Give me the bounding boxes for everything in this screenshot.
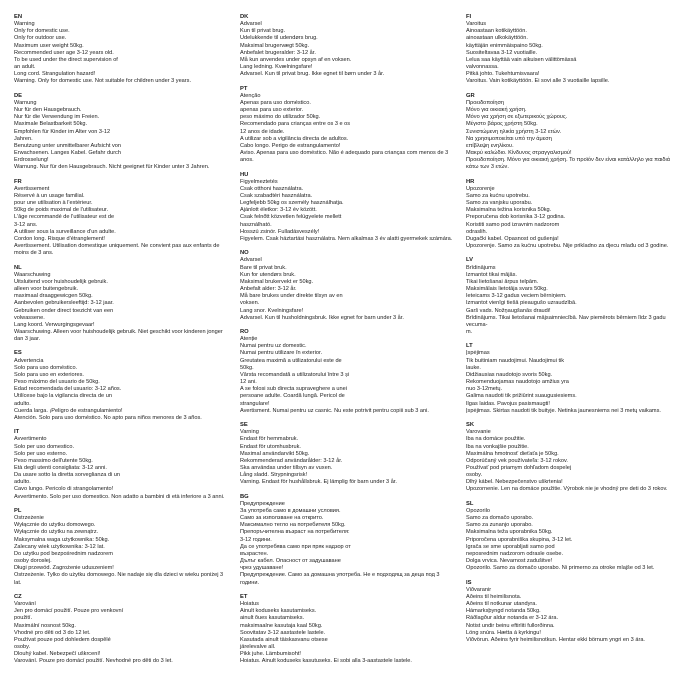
warning-text-line: Warning [14,21,35,28]
warning-text-line: Warnung [14,99,37,106]
warning-text-line: Nur für den Hausgebrauch. [14,107,82,114]
warning-text-line: Warnung. Nur für den Hausgebrauch. Nicht geeignet für Kinder unter 3 Jahren. [14,164,210,171]
warning-text-line: Kasutada ainult täiskasvanu otsese [240,636,328,643]
warning-text-line: Avvertimento [14,436,47,443]
warning-text-line: Hoiatus [240,601,259,608]
warning-text-line: Benutzung unter unmittelbarer Aufsicht von [14,142,121,149]
warning-text-line: Aðeins til heimilisnota. [466,593,522,600]
warning-text-line: Figyelmeztetés [240,178,278,185]
language-code: FR [14,178,22,185]
warning-text-line: To be used under the direct supervision of [14,56,118,63]
warning-text-line: Aðeins til notkunar utandyra. [466,601,537,608]
warning-text-line: Να χρησιμοποιείται υπό την άμεση [466,135,552,142]
warning-text-line: ainult õues kasutamiseks. [240,615,305,622]
language-block-no [240,250,456,322]
warning-text-line: Iba na domáce použitie. [466,436,526,443]
warning-text-line: Dlouhý kabel. Nebezpečí uškrcení! [14,651,101,658]
warning-text-line: Réservé à un usage familial. [14,192,85,199]
language-block-es [14,350,230,422]
warning-text-line: ainoastaan ulkokäyttöön. [466,35,528,42]
warning-text-line: Erwachsenen. Langes Kabel. Gefahr durch [14,150,121,156]
language-block-se [240,422,456,486]
warning-text-line: Hosszú zsinór. Fulladásveszély! [240,228,320,235]
warning-text-line: 3-12 ans. [14,221,38,228]
language-code: DK [240,14,249,20]
warning-text-line: Varoitus. Vain kotikäyttöön. Ei sovi alle 3 vuotiaille lapsille. [466,78,610,85]
language-code: IS [466,579,472,586]
warning-text-line: Erdrosselung! [14,157,49,164]
warning-text-line: adulto. [14,400,31,407]
language-block-it [14,429,230,501]
warning-text-line: 50kg de poids maximal de l'utilisateur. [14,207,109,214]
warning-text-line: Opozorilo [466,507,490,514]
warning-text-line: Dlhý kábel. Nebezpečenstvo uškrtenia! [466,479,563,486]
warning-text-line: Wyłącznie do użytku na zewnątrz. [14,529,99,536]
warning-text-line: Peso massimo dell'utente 50kg. [14,457,93,464]
warning-text-line: Zalecany wiek użytkownika: 3-12 lat. [14,543,105,550]
warning-text-line: Brīdinājums [466,264,496,271]
warning-text-line: osoby dorosłej. [14,558,52,565]
warning-text-line: Waarschuwing [14,271,51,278]
warning-text-line: Ainoastaan kotikäyttöön. [466,28,527,35]
warning-text-line: Varovanie [466,429,491,436]
warning-text-line: Izmantot vienīgi tiešā pieaugušo uzraudzībā. [466,300,577,307]
warning-text-line: Įspėjimas [466,350,490,357]
warning-text-line: Waarschuwing. Alleen voor huishoudelijk gebruik. Niet geschikt voor kinderen jonger [14,328,223,335]
warning-text-line: dan 3 jaar. [14,336,41,343]
warning-text-line: Lelua saa käyttää vain aikuisen välittömässä [466,56,577,63]
language-code: LV [466,257,473,264]
language-block-bg [240,494,456,587]
warning-text-line: Upozorenje. Samo za kućnu upotrebu. Nije prikladno za djecu mlađu od 3 godine. [466,243,669,250]
warning-text-line: Må kun anvendes under opsyn af en voksen. [240,56,352,63]
column-right [466,14,690,700]
warning-text-line: Warning. Only for domestic use. Not suitable for children under 3 years. [14,78,192,85]
warning-text-line: Gebruiken onder direct toezicht van een [14,307,114,314]
language-block-dk [240,14,456,78]
warning-text-line: Didžiausias naudotojo svoris 50kg. [466,371,553,378]
warning-text-line: Συνιστώμενη ηλικία χρήστη 3-12 ετών. [466,128,562,135]
warning-text-line: Samo za kućnu upotrebu. [466,192,530,199]
warning-text-line: Długi przewód. Zagrożenie uduszeniem! [14,565,114,572]
warning-text-line: Viðvaranir [466,586,492,593]
warning-text-line: Lång sladd. Strypningsrisk! [240,472,308,479]
warning-text-line: Maksimal brukervekt er 50kg. [240,278,314,285]
warning-text-line: Cuerda larga. ¡Peligro de estrangulamiento! [14,407,123,414]
warning-text-line: an adult. [14,64,36,71]
warning-text-line: Ilgas laidas. Pavojus pasismaugti! [466,400,550,407]
warning-text-line: Löng snúra. Hætta á kyrkingu! [466,629,541,636]
language-block-et [240,594,456,666]
warning-text-line: Jahren. [14,135,33,142]
language-block-hr [466,179,680,251]
language-code: ES [14,350,22,357]
warning-text-line: Lang koord. Verwurgingsgevaar! [14,321,95,328]
warning-text-line: 12 ani. [240,379,257,386]
warning-text-line: peso máximo do utilizador 50kg. [240,114,321,121]
language-code: HR [466,178,475,185]
warning-text-line: Lang snor. Kvelningsfare! [240,307,304,314]
warning-text-line: maximaal draaggewicgen 50kg. [14,293,93,300]
warning-text-line: A utilizar sob a vigilância directa de adultos. [240,135,349,142]
warning-text-line: Dolga vrvica. Nevarnost zadušitve! [466,558,553,565]
warning-text-line: 3-12 години. [240,536,272,543]
warning-text-line: Rekommenderad användarålder: 3-12 år. [240,457,343,464]
warning-text-line: voksen. [240,300,260,307]
warning-text-line: Varování. Pouze pro domácí použití. Nevhodné pro děti do 3 let. [14,658,173,665]
warning-text-line: maksimaalne kasutaja kaal 50kg. [240,622,323,629]
warning-text-line: Tik buitiniam naudojimui. Naudojimui tik [466,357,565,364]
warning-text-line: Samo za vanjsku uporabu. [466,200,533,207]
warning-text-line: nuo 3-12metų. [466,386,503,393]
warning-text-line: Età degli utenti consigliata: 3-12 anni. [14,465,107,471]
warning-text-line: volwassene. [14,314,45,321]
warning-text-line: odraslih. [466,228,488,235]
warning-text-line: Aanbevolen gebruikersleeftijd: 3-12 jaar. [14,300,114,307]
warning-text-line: Notist undir beinu eftirliti fullorðinna. [466,622,555,629]
warning-text-line: Предупреждение. Само за домашна употреба. Не е подходящ за деца под 3 [240,572,440,579]
warning-text-line: Ostrzeżenie [14,515,44,522]
warning-text-line: Only for outdoor use. [14,35,67,42]
language-code: PL [14,507,22,514]
warning-text-line: Rekomenduojamas naudotojo amžius yra [466,379,569,386]
warning-text-line: pour une utilisation à l'extérieur. [14,200,93,207]
language-block-lv [466,257,680,336]
warning-text-line: Viðvörun. Aðeins fyrir heimilisnotkun. Hentar ekki börnum yngri en 3 ára. [466,636,645,643]
language-code: RO [240,329,249,335]
warning-text-line: Ráðlagður aldur notanda er 3-12 ára. [466,615,559,622]
warning-text-line: Varning. Endast för hushållsbruk. Ej lämplig för barn under 3 år. [240,479,397,486]
warning-text-line: Samo za domačo uporabo. [466,515,534,522]
warning-text-line: Solo per uso domestico. [14,443,75,450]
language-code: IT [14,429,20,436]
warning-text-line: apenas para uso exterior. [240,107,304,114]
warning-text-line: Lang ledning. Kvælningsfare! [240,64,313,71]
warning-text-line: Recomendado para crianças entre os 3 e os [240,121,351,128]
warning-text-line: Avvertimento. Solo per uso domestico. Non adatto a bambini di età inferiore a 3 anni. [14,493,225,500]
warning-text-line: Maximum user weight 50kg. [14,42,84,49]
warning-text-line: Tikai lietošanai ārpus telpām. [466,278,539,285]
warning-text-line: Maksimalna teža uporabnika 50kg. [466,529,553,536]
language-block-en [14,14,230,86]
warning-text-line: osoby. [14,643,31,650]
warning-text-line: 50kg. [240,364,254,371]
warning-text-line: Greutatea maximă a utilizatorului este de [240,357,342,364]
warning-text-line: Nur für die Verwendung im Freien. [14,114,100,121]
warning-text-line: Cordon long. Risque d'étranglement! [14,235,105,242]
warning-text-line: Ieteicams 3-12 gadus veciem bērniņiem. [466,293,567,300]
warning-text-line: Atenção [240,92,261,99]
warning-text-line: használható. [240,221,272,228]
warning-text-line: Utilícese bajo la vigilancia directa de un [14,393,112,400]
language-block-is [466,580,680,644]
warning-text-line: Дълъг кабел. Опасност от задушаване [240,558,341,565]
warning-text-line: Ostrzeżenie. Tylko do użytku domowego. Nie nadaje się dla dzieci w wieku poniżej 3 lat. [14,572,224,586]
warning-text-line: възрастен. [240,550,269,557]
warning-text-line: Atenție [240,336,258,343]
warning-text-line: Varování [14,601,36,608]
warning-text-line: Cavo lungo. Pericolo di strangolamento! [14,486,114,493]
warning-text-line: Izmantot tikai mājās. [466,271,517,278]
warning-text-line: Only for domestic use. [14,28,70,35]
language-block-lt [466,343,680,415]
warning-text-line: Да се употребява само при пряк надзор от [240,543,351,550]
warning-text-line: Používať pod priamym dohľadom dospelej [466,465,572,471]
warning-text-line: neposrednim nadzorom odrasle osebe. [466,550,564,557]
warning-text-line: Samo za zunanjo uporabo. [466,522,533,529]
language-code: HU [240,171,249,178]
warning-text-line: Numai pentru uz domestic. [240,343,307,350]
language-block-cz [14,594,230,666]
warning-text-line: Csak otthoni használatra. [240,185,304,192]
warning-text-line: Само за използване на открито. [240,515,324,522]
warning-text-line: Soovitatav 3-12 aastastele lastele. [240,629,326,636]
warning-text-line: L'âge recommandé de l'utilisateur est de [14,214,115,221]
warning-text-line: Používat pouze pod dohledem dospělé [14,636,111,643]
language-block-de [14,93,230,172]
warning-text-line: Empfohlen für Kinder im Alter von 3-12 [14,128,111,135]
warning-text-line: Avertissement. Utilisation domestique uniquement. Ne convient pas aux enfants de [14,243,220,250]
warning-text-line: Garš vads. Nožņaugšanās draudi! [466,307,551,314]
language-block-sk [466,422,680,494]
warning-text-line: Csak szabadtéri használatra. [240,192,313,199]
warning-text-line: Apenas para uso doméstico. [240,99,311,106]
language-block-pl [14,508,230,587]
warning-text-line: Igrača se sme uporabljati samo pod [466,543,555,550]
language-block-sl [466,501,680,573]
warning-text-line: Максимално тегло на потребителя 50kg. [240,522,346,529]
warning-text-line: Anbefalt alder: 3-12 år. [240,286,297,293]
warning-text-line: 12 anos de idade. [240,128,285,135]
column-left [14,14,240,700]
warning-text-line: Maksimālais lietotāja svars 50kg. [466,286,548,293]
warning-text-line: Maksymalna waga użytkownika: 50kg. [14,536,110,543]
language-code: ET [240,593,248,600]
language-code: SL [466,500,474,507]
warning-text-line: κάτω των 3 ετών. [466,164,509,171]
language-code: BG [240,493,249,500]
warning-text-line: Ajánlott életkor: 3-12 év között. [240,207,317,214]
warning-text-line: Galima naudoti tik prižiūrint suaugusiesiems. [466,393,577,400]
warning-text-line: Wyłącznie do użytku domowego. [14,522,96,529]
warning-text-line: Pitkä johto. Tukehtumisvaara! [466,71,540,78]
warning-text-line: Endast för utomhusbruk. [240,443,301,450]
warning-text-line: Maksimal brugervægt 50kg. [240,42,310,49]
language-block-hu [240,172,456,244]
warning-text-line: Upozorenje [466,185,495,192]
warning-text-line: Įspėjimas. Skirtas naudoti tik buityje. Netinka jaunesniems nei 3 metų vaikams. [466,407,661,414]
warning-text-line: Iba na vonkajšie použitie. [466,443,529,450]
warning-text-line: Kun for utendørs bruk. [240,271,296,278]
warning-text-line: Ska användas under tillsyn av vuxen. [240,465,333,471]
warning-text-line: Do użytku pod bezpośrednim nadzorem [14,550,113,557]
warning-text-line: käyttäjän enimmäispaino 50kg. [466,42,543,49]
warning-text-line: Odporúčaný vek používateľa: 3-12 rokov. [466,457,568,464]
warning-text-line: Kun til privat brug. [240,28,286,35]
warning-text-line: Maximale Belastbarkeit 50kg. [14,121,88,128]
warning-text-line: Suositeltavaa 3-12 vuotiaille. [466,49,538,56]
language-code: NO [240,250,249,257]
warning-text-line: Priporočena uporabniška skupina, 3-12 let. [466,536,573,543]
warning-text-line: Upozornenie. Len na domáce použitie. Výrobok nie je vhodný pre deti do 3 rokov. [466,486,668,493]
warning-text-line: Advarsel. Kun til husholdningsbruk. Ikke egnet for barn under 3 år. [240,314,404,321]
warning-text-line: Preporučena dob korisnika 3-12 godina. [466,214,566,221]
warning-text-line: Brīdinājums. Tikai lietošanai mājsaimniecībā. Nav piemērots bērniem līdz 3 gadu vecuma- [466,314,666,328]
warning-text-line: Jen pro domácí použití. Pouze pro venkovní [14,608,124,615]
warning-text-line: Csak felnőtt közvetlen felügyelete mellett [240,214,342,221]
warning-text-line: Dugački kabel. Opasnost od gušenja! [466,235,559,242]
language-code: EN [14,14,23,20]
language-block-ro [240,329,456,415]
warning-text-line: Atención. Solo para uso doméstico. No apto para niños menores de 3 años. [14,414,202,421]
warning-text-line: Μακρύ καλώδιο. Κίνδυνος στραγγαλισμού! [466,150,572,156]
warning-text-line: Må bare brukes under direkte tilsyn av en [240,293,343,300]
language-code: SK [466,422,475,429]
language-code: LT [466,343,473,350]
warning-text-line: Hámarksþyngd notanda 50kg. [466,608,541,615]
warning-text-line: Pikk juhe. Lämbumisoht! [240,651,301,658]
warning-text-line: Da usare sotto la diretta sorveglianza di un [14,472,121,479]
language-block-fr [14,179,230,258]
warning-text-line: A se folosi sub directa supraveghere a unei [240,386,347,393]
warning-text-line: použití. [14,615,33,622]
warning-text-line: osoby. [466,472,483,479]
warning-text-line: lauke. [466,364,481,371]
warning-text-line: Μόνο για χρήση σε εξωτερικούς χώρους. [466,114,568,121]
warning-text-line: Vârsta recomandată a utilizatorului între 3 și [240,371,350,378]
warning-text-line: Vhodné pro děti od 3 do 12 let. [14,629,91,636]
warning-text-line: години. [240,579,260,586]
warning-text-line: Προειδοποίηση [466,99,505,106]
warning-text-line: valvonnassa. [466,64,499,71]
warning-text-line: Edad recomendada del usuario: 3-12 años. [14,386,122,393]
warning-text-line: Advertencia [14,357,44,364]
language-code: FI [466,14,472,20]
warning-text-line: strangulare! [240,400,270,407]
warning-text-line: Препоръчителна възраст на потребителя: [240,529,350,536]
warning-text-line: adulto. [14,479,31,486]
warning-text-line: Advarsel [240,21,262,28]
warning-text-line: чрез удушаване! [240,565,284,572]
language-code: PT [240,85,248,92]
warning-text-line: Bare til privat bruk. [240,264,287,271]
warning-text-line: järelevalve all. [240,643,276,650]
warning-text-line: Предупреждение [240,500,285,507]
warning-text-line: Udelukkende til udendørs brug. [240,35,318,42]
warning-text-line: Aviso. Apenas para uso doméstico. Não é adequado para crianças com menos de 3 anos. [240,150,449,164]
warning-text-line: Προειδοποίηση. Μόνο για οικιακή χρήση. Το προϊόν δεν είναι κατάλληλο για παιδιά [466,157,671,164]
warning-text-line: Μέγιστο βάρος χρήστη 50kg. [466,121,538,128]
warning-text-line: За употреба само в домашни условия. [240,507,341,514]
warning-text-line: Solo para uso doméstico. [14,364,78,371]
warning-text-line: persoane adulte. Coardă lungă. Pericol de [240,393,345,400]
column-middle [240,14,466,700]
warning-text-line: Ainult koduseks kasutamiseks. [240,608,317,615]
warning-text-line: Opozorilo. Samo za domačo uporabo. Ni primerno za otroke mlajše od 3 let. [466,565,655,572]
warning-text-line: Maximal användarvikt 50kg. [240,450,310,457]
warning-text-line: Solo per uso esterno. [14,450,68,457]
warning-text-line: Advarsel. Kun til privat brug. Ikke egnet til børn under 3 år. [240,71,385,78]
warning-text-line: Legfeljebb 50kg os személy használhatja. [240,200,344,207]
warning-text-line: moins de 3 ans. [14,250,54,257]
warning-text-line: Anbefalet brugeralder: 3-12 år. [240,49,316,56]
warning-text-line: Maksimalna težina korisnika 50kg. [466,207,552,214]
warning-text-line: Hoiatus. Ainult koduseks kasutuseks. Ei sobi alla 3-aastastele lastele. [240,658,412,665]
language-code: DE [14,92,23,99]
warning-text-line: Avertissement [14,185,50,192]
warning-text-line: Cabo longo. Perigo de estrangulamento! [240,142,341,149]
warning-text-line: Endast för hemmabruk. [240,436,299,443]
language-block-pt [240,86,456,165]
warning-text-line: Figyelem. Csak háztartási használatra. Nem alkalmas 3 év alatti gyermekek számára. [240,235,453,242]
warning-text-line: Long cord. Strangulation hazard! [14,71,96,78]
language-code: NL [14,264,22,271]
warning-text-line: Uitsluitend voor huishoudelijk gebruik. [14,278,108,285]
language-block-fi [466,14,680,86]
warning-text-line: επίβλεψη ενηλίκου. [466,142,514,149]
warning-text-line: Avertisment. Numai pentru uz casnic. Nu este potrivit pentru copiii sub 3 ani. [240,407,429,414]
warning-text-line: Recommended user age 3-12 years old. [14,49,114,56]
warning-text-line: Μόνο για οικιακή χρήση. [466,107,527,114]
language-code: CZ [14,593,22,600]
warning-text-line: Solo para uso en exteriores. [14,371,84,378]
warning-text-line: Numai pentru utilizare în exterior. [240,350,323,357]
warning-text-line: Advarsel [240,257,262,264]
warning-text-line: Peso máximo del usuario de 50kg. [14,379,100,386]
warning-text-line: Koristiti samo pod izravnim nadzorom [466,221,560,228]
warning-text-line: alleen voor buitengebruik. [14,286,79,293]
warning-text-line: Maximálna hmotnosť dieťaťa je 50kg. [466,450,559,457]
language-code: SE [240,422,248,429]
warning-text-line: Varoitus [466,21,487,28]
warning-text-line: Maximální nosnost 50kg. [14,622,76,629]
warning-text-line: m. [466,328,473,335]
language-block-gr [466,93,680,172]
warning-text-line: A utiliser sous la surveillance d'un adulte. [14,228,116,235]
language-block-nl [14,265,230,344]
warning-text-line: Varning [240,429,259,436]
language-code: GR [466,92,475,99]
